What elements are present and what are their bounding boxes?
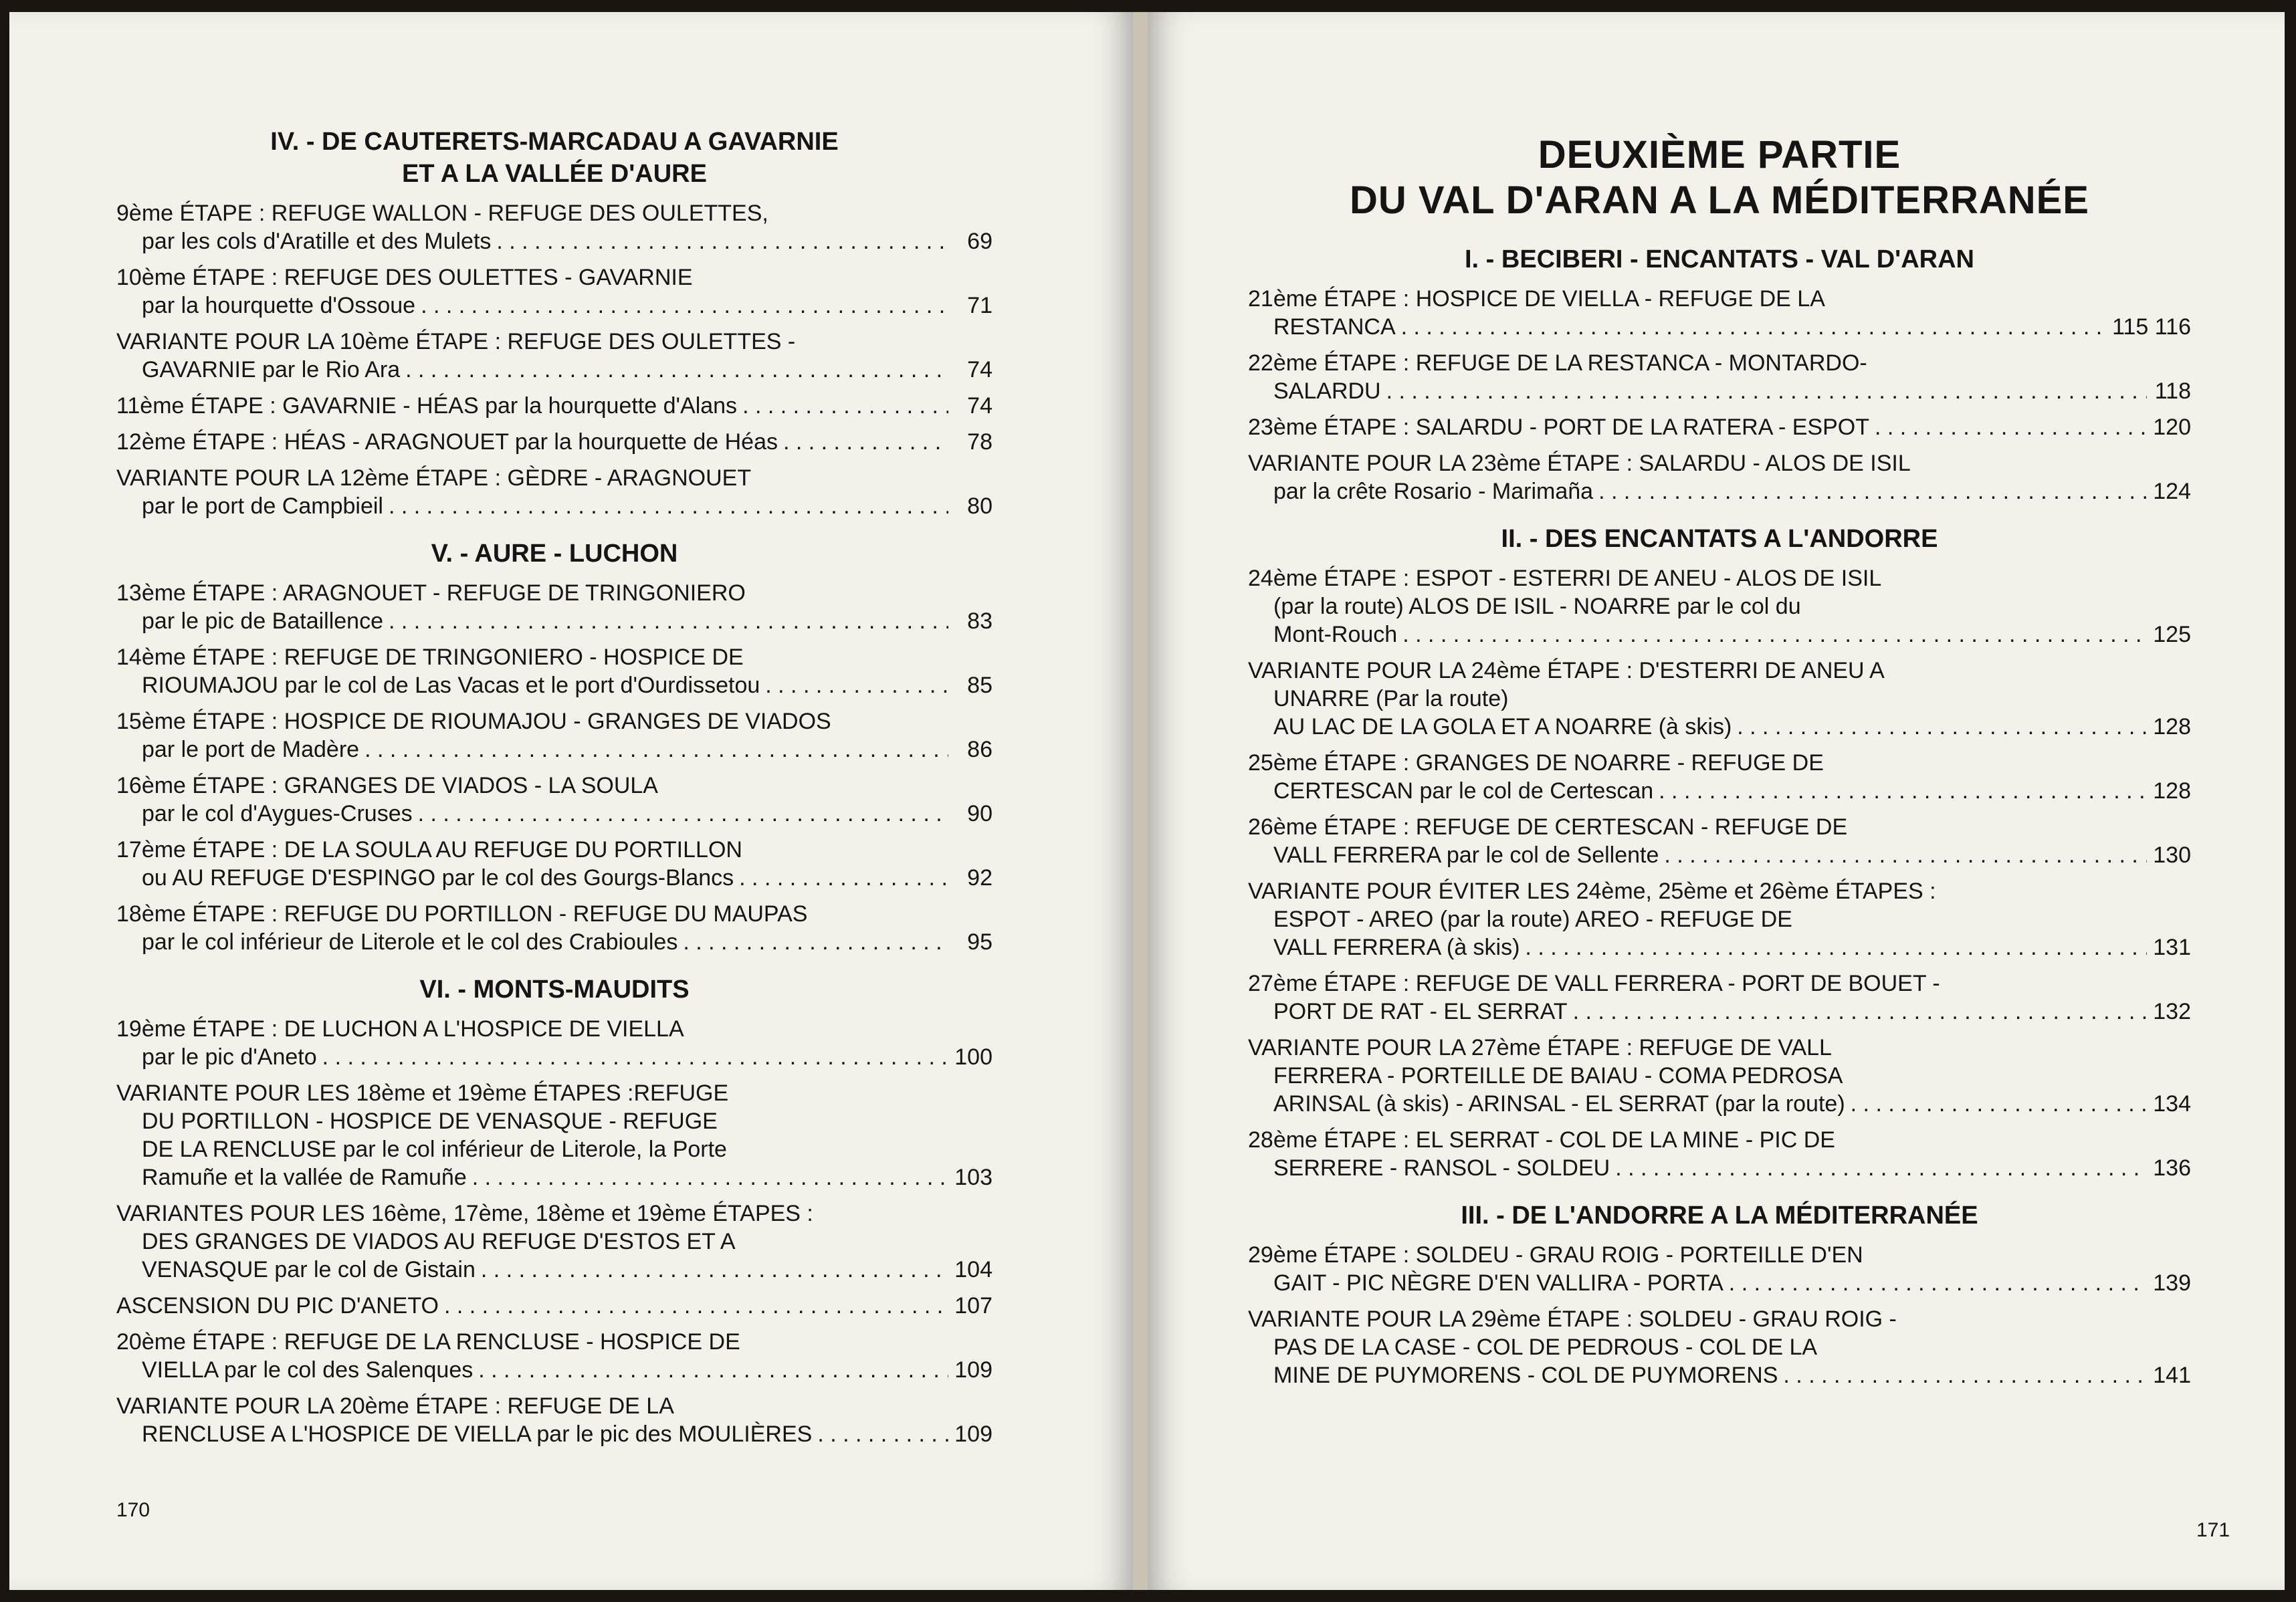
dot-leader	[421, 292, 948, 320]
toc-entry[interactable]	[1248, 813, 2191, 869]
toc-entry[interactable]	[116, 1328, 993, 1384]
toc-entry[interactable]	[1248, 749, 2191, 805]
toc-page-number: 134	[2153, 1091, 2191, 1117]
toc-entry-line: 10ème ÉTAPE : REFUGE DES OULETTES - GAVARNIE	[116, 265, 693, 290]
toc-entry-last-line	[1248, 620, 2191, 649]
toc-page-number: 141	[2153, 1363, 2191, 1388]
toc-page-number: 107	[954, 1293, 993, 1319]
toc-entry-line: VARIANTE POUR LA 27ème ÉTAPE : REFUGE DE VALL	[1248, 1035, 1832, 1060]
toc-entry-last-line	[116, 1256, 993, 1284]
toc-entry-line: Mont-Rouch	[1273, 622, 1398, 647]
dot-leader	[1401, 313, 2107, 341]
toc-entry-line: 14ème ÉTAPE : REFUGE DE TRINGONIERO - HOSPICE DE	[116, 645, 744, 670]
toc-entry-line: ou AU REFUGE D'ESPINGO par le col des Gourgs-Blancs	[142, 865, 734, 891]
toc-entry[interactable]	[1248, 449, 2191, 505]
toc-entry-line: 21ème ÉTAPE : HOSPICE DE VIELLA - REFUGE DE LA	[1248, 286, 1825, 312]
toc-entry[interactable]	[116, 707, 993, 764]
toc-entry-line: 16ème ÉTAPE : GRANGES DE VIADOS - LA SOULA	[116, 773, 658, 798]
toc-entry-line: par le col inférieur de Literole et le col des Crabioules	[142, 929, 678, 955]
toc-entry-last-line	[1248, 841, 2191, 869]
toc-entry-last-line	[116, 800, 993, 828]
toc-entry-last-line	[116, 227, 993, 255]
toc-page-number: 71	[967, 293, 993, 318]
toc-page-number: 90	[967, 801, 993, 826]
dot-leader	[1615, 1154, 2147, 1182]
toc-entry[interactable]	[1248, 877, 2191, 961]
part-title-line: DU VAL D'ARAN A LA MÉDITERRANÉE	[1350, 179, 2089, 222]
toc-page-number: 109	[954, 1357, 993, 1383]
toc-page-number: 74	[967, 393, 993, 419]
toc-entry-line: PAS DE LA CASE - COL DE PEDROUS - COL DE LA	[1273, 1335, 1818, 1360]
section-heading-line: IV. - DE CAUTERETS-MARCADAU A GAVARNIE	[270, 128, 839, 156]
toc-entry[interactable]	[1248, 1034, 2191, 1118]
dot-leader	[322, 1043, 948, 1071]
toc-entry-line: VARIANTE POUR ÉVITER LES 24ème, 25ème et 26ème ÉTAPES :	[1248, 879, 1936, 904]
toc-page-number: 128	[2153, 778, 2191, 804]
toc-entry-line: VARIANTE POUR LA 12ème ÉTAPE : GÈDRE - ARAGNOUET	[116, 465, 752, 491]
toc-entry[interactable]	[1248, 413, 2191, 441]
toc-entry-line: ASCENSION DU PIC D'ANETO	[116, 1293, 439, 1319]
toc-entry-line: 13ème ÉTAPE : ARAGNOUET - REFUGE DE TRINGONIERO	[116, 580, 746, 606]
toc-entry[interactable]	[1248, 285, 2191, 341]
page-number-left: 170	[116, 1499, 150, 1521]
section-heading	[116, 126, 993, 190]
part-title	[1248, 132, 2191, 223]
dot-leader	[742, 392, 948, 420]
dot-leader	[683, 928, 948, 956]
toc-entry[interactable]	[116, 1292, 993, 1320]
toc-entry-line: VIELLA par le col des Salenques	[142, 1357, 474, 1383]
toc-page-number: 128	[2153, 714, 2191, 739]
toc-entry-line: VARIANTE POUR LA 20ème ÉTAPE : REFUGE DE LA	[116, 1393, 674, 1419]
section-heading-line: V. - AURE - LUCHON	[431, 540, 678, 568]
page-number-right: 171	[2196, 1519, 2230, 1541]
toc-entry-line: 17ème ÉTAPE : DE LA SOULA AU REFUGE DU PORTILLON	[116, 837, 742, 863]
toc-page-number: 104	[954, 1257, 993, 1282]
toc-page-number: 95	[967, 929, 993, 955]
left-page	[9, 12, 1133, 1590]
toc-page-number: 78	[967, 429, 993, 455]
toc-entry-line: CERTESCAN par le col de Certescan	[1273, 778, 1654, 804]
toc-entry[interactable]	[116, 392, 993, 420]
toc-entry-last-line	[116, 492, 993, 520]
toc-entry-line: 29ème ÉTAPE : SOLDEU - GRAU ROIG - PORTEILLE D'EN	[1248, 1242, 1863, 1268]
toc-page-number: 139	[2153, 1270, 2191, 1296]
section-heading-line: I. - BECIBERI - ENCANTATS - VAL D'ARAN	[1465, 245, 1974, 273]
section-heading	[1248, 243, 2191, 275]
section-heading	[1248, 1199, 2191, 1232]
toc-entry[interactable]	[116, 464, 993, 520]
toc-entry-line: Ramuñe et la vallée de Ramuñe	[142, 1165, 467, 1190]
book-gutter	[1133, 12, 1148, 1590]
toc-entry-last-line	[1248, 998, 2191, 1026]
toc-page-number: 109	[954, 1421, 993, 1447]
right-toc	[1248, 132, 2191, 1397]
dot-leader	[1783, 1361, 2147, 1389]
toc-entry-line: VENASQUE par le col de Gistain	[142, 1257, 476, 1282]
dot-leader	[444, 1292, 948, 1320]
toc-entry-line: DES GRANGES DE VIADOS AU REFUGE D'ESTOS ET A	[142, 1229, 736, 1254]
toc-entry-line: par les cols d'Aratille et des Mulets	[142, 229, 492, 254]
toc-page-number: 85	[967, 673, 993, 698]
toc-entry-line: par le pic d'Aneto	[142, 1044, 317, 1070]
toc-entry[interactable]	[1248, 1126, 2191, 1182]
toc-entry-line: 28ème ÉTAPE : EL SERRAT - COL DE LA MINE - PIC DE	[1248, 1127, 1835, 1153]
toc-entry-last-line	[116, 1420, 993, 1448]
toc-entry-last-line	[116, 1292, 993, 1320]
toc-entry-line: 9ème ÉTAPE : REFUGE WALLON - REFUGE DES OULETTES,	[116, 201, 768, 226]
section-heading-line: II. - DES ENCANTATS A L'ANDORRE	[1501, 525, 1938, 553]
toc-entry-last-line	[116, 928, 993, 956]
toc-entry-line: 19ème ÉTAPE : DE LUCHON A L'HOSPICE DE VIELLA	[116, 1016, 684, 1042]
toc-entry-line: RIOUMAJOU par le col de Las Vacas et le port d'Ourdissetou	[142, 673, 760, 698]
toc-entry-line: FERRERA - PORTEILLE DE BAIAU - COMA PEDROSA	[1273, 1063, 1843, 1089]
toc-entry-last-line	[116, 1163, 993, 1191]
left-toc	[116, 126, 993, 1456]
toc-page-number: 132	[2153, 999, 2191, 1024]
toc-entry-line: 27ème ÉTAPE : REFUGE DE VALL FERRERA - PORT DE BOUET -	[1248, 971, 1940, 996]
toc-entry-line: VARIANTE POUR LA 10ème ÉTAPE : REFUGE DES OULETTES -	[116, 329, 796, 354]
dot-leader	[418, 800, 948, 828]
dot-leader	[1664, 841, 2147, 869]
toc-entry-last-line	[1248, 377, 2191, 405]
toc-entry[interactable]	[1248, 969, 2191, 1026]
toc-entry[interactable]	[116, 579, 993, 635]
toc-entry[interactable]	[116, 328, 993, 384]
toc-entry-line: 24ème ÉTAPE : ESPOT - ESTERRI DE ANEU - ALOS DE ISIL	[1248, 566, 1882, 591]
toc-entry-line: 22ème ÉTAPE : REFUGE DE LA RESTANCA - MONTARDO-	[1248, 350, 1867, 376]
toc-page-number: 118	[2154, 378, 2191, 404]
toc-entry[interactable]	[1248, 657, 2191, 741]
toc-entry-line: par la hourquette d'Ossoue	[142, 293, 416, 318]
toc-entry-line: SERRERE - RANSOL - SOLDEU	[1273, 1155, 1610, 1181]
dot-leader	[496, 227, 948, 255]
dot-leader	[481, 1256, 948, 1284]
dot-leader	[1851, 1090, 2147, 1118]
toc-entry-line: 20ème ÉTAPE : REFUGE DE LA RENCLUSE - HOSPICE DE	[116, 1329, 740, 1355]
toc-entry-line: ARINSAL (à skis) - ARINSAL - EL SERRAT (par la route)	[1273, 1091, 1845, 1117]
dot-leader	[1598, 477, 2147, 505]
toc-entry-line: DE LA RENCLUSE par le col inférieur de Literole, la Porte	[142, 1137, 727, 1162]
toc-entry-line: 15ème ÉTAPE : HOSPICE DE RIOUMAJOU - GRANGES DE VIADOS	[116, 709, 831, 734]
dot-leader	[765, 671, 948, 699]
toc-entry-line: (par la route) ALOS DE ISIL - NOARRE par le col du	[1273, 594, 1801, 619]
toc-entry[interactable]	[1248, 1305, 2191, 1389]
dot-leader	[817, 1420, 948, 1448]
toc-entry-line: 26ème ÉTAPE : REFUGE DE CERTESCAN - REFUGE DE	[1248, 814, 1848, 840]
dot-leader	[739, 864, 948, 892]
section-heading	[1248, 523, 2191, 555]
toc-entry-line: VALL FERRERA par le col de Sellente	[1273, 842, 1659, 868]
toc-entry-line: SALARDU	[1273, 378, 1381, 404]
toc-entry-last-line	[1248, 1090, 2191, 1118]
toc-page-number: 69	[967, 229, 993, 254]
dot-leader	[1386, 377, 2147, 405]
toc-entry[interactable]	[116, 900, 993, 956]
toc-page-number: 125	[2153, 622, 2191, 647]
toc-entry-line: DU PORTILLON - HOSPICE DE VENASQUE - REFUGE	[142, 1109, 718, 1134]
toc-entry-line: AU LAC DE LA GOLA ET A NOARRE (à skis)	[1273, 714, 1732, 739]
toc-entry-line: ESPOT - AREO (par la route) AREO - REFUGE DE	[1273, 907, 1792, 932]
toc-page-number: 130	[2153, 842, 2191, 868]
toc-entry-line: RESTANCA	[1273, 314, 1396, 340]
dot-leader	[389, 607, 948, 635]
toc-entry-last-line	[116, 356, 993, 384]
toc-entry-line: RENCLUSE A L'HOSPICE DE VIELLA par le pic des MOULIÈRES	[142, 1421, 813, 1447]
toc-entry-line: VARIANTE POUR LES 18ème et 19ème ÉTAPES :REFUGE	[116, 1080, 729, 1106]
toc-page-number: 92	[967, 865, 993, 891]
toc-entry-line: VARIANTE POUR LA 29ème ÉTAPE : SOLDEU - GRAU ROIG -	[1248, 1306, 1897, 1332]
dot-leader	[364, 735, 948, 764]
toc-entry-line: 12ème ÉTAPE : HÉAS - ARAGNOUET par la hourquette de Héas	[116, 429, 778, 455]
toc-entry-line: VALL FERRERA (à skis)	[1273, 935, 1520, 960]
toc-entry-last-line	[116, 607, 993, 635]
toc-entry-line: par le pic de Bataillence	[142, 608, 384, 634]
toc-entry-last-line	[1248, 1361, 2191, 1389]
toc-entry[interactable]	[116, 1392, 993, 1448]
toc-entry-last-line	[116, 671, 993, 699]
toc-entry[interactable]	[116, 1199, 993, 1284]
section-heading	[116, 974, 993, 1006]
part-title-line: DEUXIÈME PARTIE	[1538, 133, 1901, 177]
section-heading	[116, 538, 993, 570]
toc-entry-last-line	[1248, 1269, 2191, 1297]
toc-page-number: 80	[967, 493, 993, 519]
toc-page-number: 131	[2153, 935, 2191, 960]
dot-leader	[783, 428, 948, 456]
toc-page-number: 120	[2153, 415, 2191, 440]
toc-entry-line: 11ème ÉTAPE : GAVARNIE - HÉAS par la hourquette d'Alans	[116, 393, 738, 419]
toc-entry-line: VARIANTE POUR LA 24ème ÉTAPE : D'ESTERRI DE ANEU A	[1248, 658, 1885, 683]
dot-leader	[1737, 713, 2147, 741]
dot-leader	[472, 1163, 948, 1191]
toc-entry-last-line	[116, 1356, 993, 1384]
toc-entry-last-line	[1248, 413, 2191, 441]
toc-entry-last-line	[116, 735, 993, 764]
toc-entry-last-line	[1248, 713, 2191, 741]
toc-entry[interactable]	[116, 643, 993, 699]
toc-page-number: 103	[954, 1165, 993, 1190]
section-heading-line: III. - DE L'ANDORRE A LA MÉDITERRANÉE	[1461, 1202, 1978, 1230]
dot-leader	[1525, 933, 2147, 961]
dot-leader	[1402, 620, 2147, 649]
toc-entry-line: GAIT - PIC NÈGRE D'EN VALLIRA - PORTA	[1273, 1270, 1724, 1296]
toc-entry-line: PORT DE RAT - EL SERRAT	[1273, 999, 1568, 1024]
section-heading-line: VI. - MONTS-MAUDITS	[419, 976, 690, 1004]
toc-entry-line: UNARRE (Par la route)	[1273, 686, 1509, 711]
dot-leader	[1729, 1269, 2147, 1297]
toc-entry-last-line	[116, 428, 993, 456]
right-page	[1148, 12, 2285, 1590]
section-heading-line: ET A LA VALLÉE D'AURE	[402, 160, 707, 188]
toc-page-number: 86	[967, 737, 993, 762]
dot-leader	[478, 1356, 948, 1384]
toc-entry[interactable]	[116, 1079, 993, 1191]
toc-entry-last-line	[1248, 1154, 2191, 1182]
dot-leader	[1659, 777, 2147, 805]
toc-page-number: 74	[967, 357, 993, 382]
toc-entry[interactable]	[116, 1015, 993, 1071]
toc-entry[interactable]	[1248, 1241, 2191, 1297]
dot-leader	[389, 492, 948, 520]
toc-entry-line: par le port de Campbieil	[142, 493, 383, 519]
toc-entry-last-line	[116, 292, 993, 320]
toc-entry-line: 25ème ÉTAPE : GRANGES DE NOARRE - REFUGE DE	[1248, 750, 1824, 776]
toc-entry-line: par la crête Rosario - Marimaña	[1273, 479, 1594, 504]
toc-entry-last-line	[1248, 313, 2191, 341]
toc-entry[interactable]	[116, 263, 993, 320]
toc-entry[interactable]	[116, 772, 993, 828]
toc-entry-line: par le port de Madère	[142, 737, 360, 762]
toc-entry-last-line	[116, 1043, 993, 1071]
toc-page-number: 100	[954, 1044, 993, 1070]
toc-entry-line: par le col d'Aygues-Cruses	[142, 801, 413, 826]
toc-page-number: 136	[2153, 1155, 2191, 1181]
toc-entry[interactable]	[116, 836, 993, 892]
toc-entry-line: VARIANTE POUR LA 23ème ÉTAPE : SALARDU - ALOS DE ISIL	[1248, 451, 1911, 476]
dot-leader	[1573, 998, 2147, 1026]
toc-page-number: 83	[967, 608, 993, 634]
toc-entry-line: GAVARNIE par le Rio Ara	[142, 357, 401, 382]
toc-page-number: 115 116	[2112, 314, 2191, 340]
toc-entry-line: MINE DE PUYMORENS - COL DE PUYMORENS	[1273, 1363, 1778, 1388]
toc-entry-last-line	[116, 864, 993, 892]
toc-entry[interactable]	[116, 428, 993, 456]
toc-page-number: 124	[2153, 479, 2191, 504]
toc-entry[interactable]	[116, 199, 993, 255]
toc-entry[interactable]	[1248, 564, 2191, 649]
toc-entry-last-line	[116, 392, 993, 420]
toc-entry-last-line	[1248, 933, 2191, 961]
toc-entry-line: 18ème ÉTAPE : REFUGE DU PORTILLON - REFUGE DU MAUPAS	[116, 901, 808, 927]
toc-entry-last-line	[1248, 477, 2191, 505]
toc-entry-line: 23ème ÉTAPE : SALARDU - PORT DE LA RATERA - ESPOT	[1248, 415, 1869, 440]
toc-entry[interactable]	[1248, 349, 2191, 405]
dot-leader	[1875, 413, 2147, 441]
toc-entry-last-line	[1248, 777, 2191, 805]
toc-entry-line: VARIANTES POUR LES 16ème, 17ème, 18ème et 19ème ÉTAPES :	[116, 1201, 813, 1226]
dot-leader	[405, 356, 948, 384]
